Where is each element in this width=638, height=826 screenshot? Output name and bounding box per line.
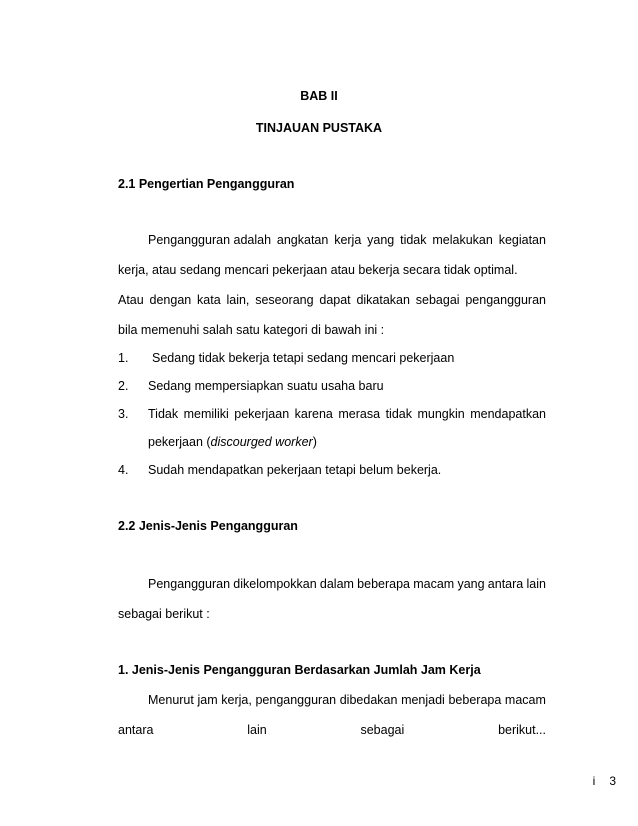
word: memiliki [183, 407, 229, 421]
word: Menurut [148, 693, 194, 707]
word: yang [457, 577, 485, 591]
italic-term: discourged worker [210, 435, 313, 449]
word: lain, [226, 293, 250, 307]
section-1-para1-line1 [148, 232, 546, 248]
page-number [593, 774, 616, 788]
word: sebagai [360, 723, 405, 737]
word: Tidak [148, 407, 179, 421]
word: jam [197, 693, 218, 707]
list-item-text: Sudah mendapatkan pekerjaan tetapi belum bekerja. [148, 463, 442, 477]
word: yang [367, 233, 395, 247]
word: antara [487, 577, 524, 591]
word: dengan [149, 293, 192, 307]
word: tidak [400, 233, 427, 247]
section-1-para2-line2: bila memenuhi salah satu kategori di bawah ini : [118, 323, 385, 337]
word: dikelompokkan [233, 577, 317, 591]
section-1-para1-line2: kerja, atau sedang mencari pekerjaan atau bekerja secara tidak optimal. [118, 263, 518, 277]
word: antara [118, 723, 154, 737]
word: Pengangguran [148, 577, 231, 591]
word: kerja [334, 233, 362, 247]
word: dikatakan [356, 293, 410, 307]
word: angkatan [276, 233, 329, 247]
word: melakukan [432, 233, 493, 247]
word: dalam [319, 577, 354, 591]
word: kegiatan [498, 233, 546, 247]
list-item-number: 3. [118, 407, 129, 421]
word: kerja, [221, 693, 252, 707]
word: beberapa [448, 693, 502, 707]
word: lain [247, 723, 267, 737]
word: macam [413, 577, 455, 591]
text-run: pekerjaan ( [148, 435, 211, 449]
word: pengangguran [465, 293, 546, 307]
word: dibedakan [339, 693, 398, 707]
word: Atau [118, 293, 144, 307]
word: beberapa [357, 577, 410, 591]
list-item-continuation [148, 434, 317, 450]
word: menjadi [401, 693, 445, 707]
word: pekerjaan [234, 407, 290, 421]
arabic-page-number: 3 [609, 774, 616, 788]
list-item-text: Sedang mempersiapkan suatu usaha baru [148, 379, 384, 393]
word: karena [294, 407, 333, 421]
word: Pengangguran adalah [148, 233, 272, 247]
section-1-para2-line1 [118, 292, 546, 308]
word: dapat [319, 293, 351, 307]
list-item-number: 4. [118, 463, 129, 477]
word: seseorang [255, 293, 314, 307]
word: macam [504, 693, 546, 707]
word: lain [526, 577, 546, 591]
list-item-text [148, 406, 546, 422]
word: pengangguran [255, 693, 337, 707]
text-run: ) [312, 435, 317, 449]
word: kata [197, 293, 221, 307]
roman-page-number: i [592, 774, 596, 788]
list-item-number: 1. [118, 351, 129, 365]
subsection-1-heading: 1. Jenis-Jenis Pengangguran Berdasarkan Jumlah Jam Kerja [118, 663, 481, 677]
word: merasa [338, 407, 381, 421]
section-2-heading: 2.2 Jenis-Jenis Pengangguran [118, 519, 298, 533]
word: tidak [385, 407, 412, 421]
list-item-number: 2. [118, 379, 129, 393]
section-2-para-line1 [148, 576, 546, 592]
list-item-text: Sedang tidak bekerja tetapi sedang mencari pekerjaan [152, 351, 455, 365]
subsection-1-para-line1 [148, 692, 546, 708]
chapter-number: BAB II [300, 89, 338, 103]
section-2-para-line2: sebagai berikut : [118, 607, 210, 621]
section-1-heading: 2.1 Pengertian Pengangguran [118, 177, 295, 191]
word: sebagai [415, 293, 460, 307]
subsection-1-para-line2 [118, 722, 546, 738]
word: berikut... [498, 723, 546, 737]
word: mungkin [417, 407, 465, 421]
word: mendapatkan [470, 407, 546, 421]
chapter-title: TINJAUAN PUSTAKA [255, 121, 383, 135]
